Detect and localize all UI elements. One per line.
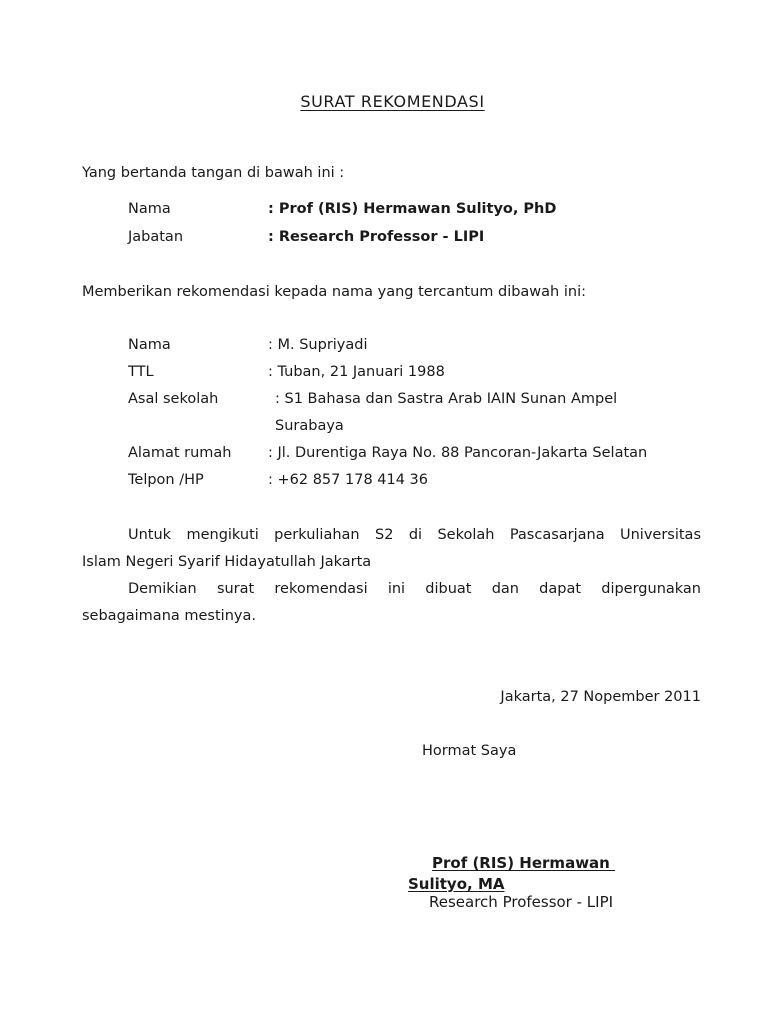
recipient-school-label: Asal sekolah [128,391,219,407]
place-date: Jakarta, 27 Nopember 2011 [500,689,701,705]
purpose-line-2: Islam Negeri Syarif Hidayatullah Jakarta [82,554,372,570]
closing-salutation: Hormat Saya [422,743,517,759]
signer-position-value: : Research Professor - LIPI [268,229,485,245]
signer-name-value: : Prof (RIS) Hermawan Sulityo, PhD [268,201,557,217]
signature-name-line-2: Sulityo, MA [408,875,505,893]
recipient-ttl-label: TTL [128,364,154,380]
recipient-address-value: : Jl. Durentiga Raya No. 88 Pancoran-Jakarta Selatan [268,445,648,461]
recipient-name-value: : M. Supriyadi [268,337,368,353]
recommend-intro: Memberikan rekomendasi kepada nama yang tercantum dibawah ini: [82,284,586,300]
recipient-ttl-value: : Tuban, 21 Januari 1988 [268,364,445,380]
recipient-phone-label: Telpon /HP [128,472,204,488]
closing-line-2: sebagaimana mestinya. [82,608,256,624]
purpose-line-1: Untuk mengikuti perkuliahan S2 di Sekolah Pascasarjana Universitas [128,527,701,543]
closing-line-1: Demikian surat rekomendasi ini dibuat dan dapat dipergunakan [128,581,701,597]
intro-text: Yang bertanda tangan di bawah ini : [82,165,345,181]
signature-name-line-1: Prof (RIS) Hermawan [432,854,616,872]
signer-name-label: Nama [128,201,171,217]
recipient-school-value-cont: Surabaya [275,418,344,434]
signer-position-label: Jabatan [128,229,184,245]
recipient-phone-value: : +62 857 178 414 36 [268,472,429,488]
recipient-address-label: Alamat rumah [128,445,232,461]
recipient-school-value: : S1 Bahasa dan Sastra Arab IAIN Sunan Ampel [275,391,618,407]
recipient-name-label: Nama [128,337,171,353]
letter-title: SURAT REKOMENDASI [300,92,485,111]
signature-position: Research Professor - LIPI [429,893,614,911]
